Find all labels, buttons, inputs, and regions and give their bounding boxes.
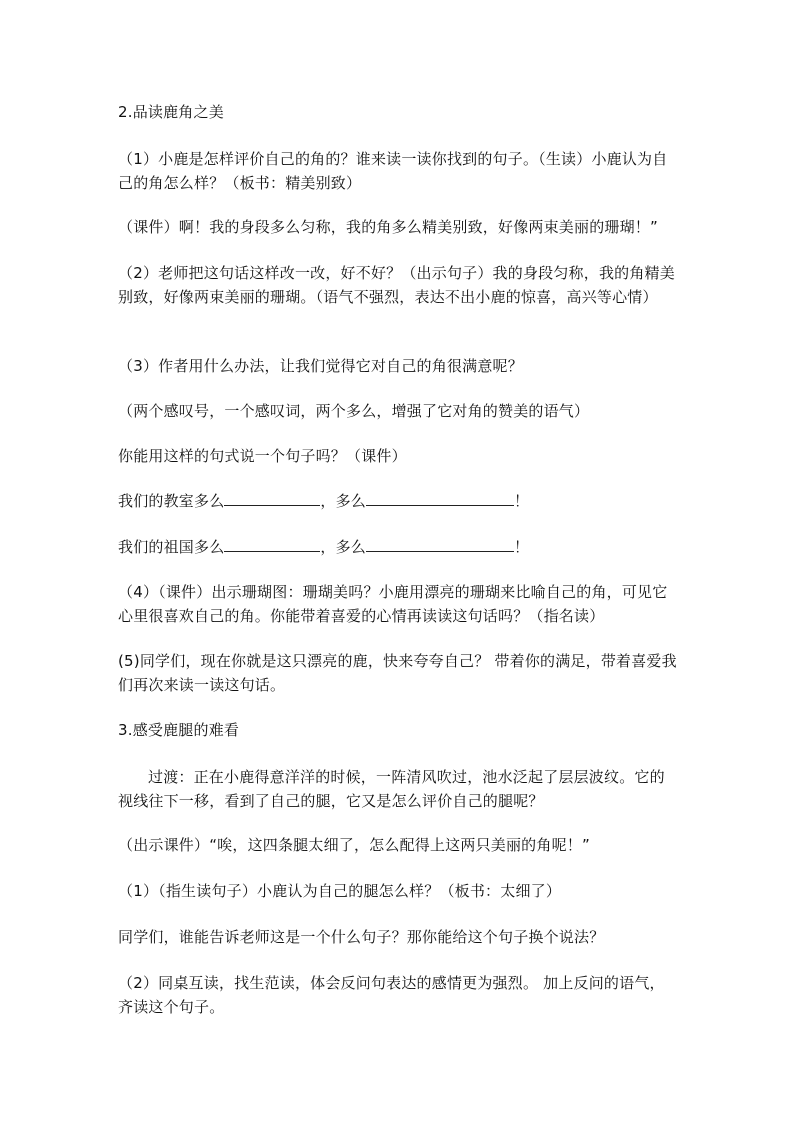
paragraph-7: （4）（课件）出示珊瑚图：珊瑚美吗？小鹿用漂亮的珊瑚来比喻自己的角，可见它心里很喜欢自己的角。你能带着喜爱的心情再读读这句话吗？（指名读）	[118, 583, 668, 625]
paragraph-2: （课件）啊！我的身段多么匀称，我的角多么精美别致，好像两束美丽的珊瑚！”	[118, 218, 658, 236]
fill-prefix: 我们的教室多么	[118, 492, 225, 510]
fill-in-sentence-motherland	[118, 535, 678, 559]
paragraph-6: 你能用这样的句式说一个句子吗？（课件）	[118, 447, 407, 465]
paragraph-1: （1）小鹿是怎样评价自己的角的？谁来读一读你找到的句子。（生读）小鹿认为自己的角怎么样？（板书：精美别致）	[118, 150, 668, 192]
fill-middle: ，多么	[320, 538, 367, 556]
paragraph-13: （2）同桌互读，找生范读，体会反问句表达的感情更为强烈。 加上反问的语气，齐读这个句子。	[118, 974, 665, 1016]
paragraph-3: （2）老师把这句话这样改一改，好不好？（出示句子）我的身段匀称，我的角精美别致，好像两束美丽的珊瑚。（语气不强烈，表达不出小鹿的惊喜，高兴等心情）	[118, 264, 675, 306]
fill-suffix: ！	[514, 538, 530, 556]
paragraph-12: 同学们，谁能告诉老师这是一个什么句子？那你能给这个句子换个说法？	[118, 928, 605, 946]
paragraph-10: （出示课件）“唉，这四条腿太细了，怎么配得上这两只美丽的角呢！”	[118, 836, 590, 854]
paragraph-4: （3）作者用什么办法，让我们觉得它对自己的角很满意呢？	[118, 357, 523, 375]
paragraph-5: （两个感叹号，一个感叹词，两个多么，增强了它对角的赞美的语气）	[118, 402, 590, 420]
section-heading-deer-antlers: 2.品读鹿角之美	[118, 103, 224, 121]
section-heading-deer-legs: 3.感受鹿腿的难看	[118, 721, 240, 739]
fill-suffix: ！	[514, 492, 530, 510]
fill-in-sentence-classroom	[118, 489, 678, 513]
blank-line[interactable]	[224, 535, 320, 552]
paragraph-9: 过渡：正在小鹿得意洋洋的时候，一阵清风吹过，池水泛起了层层波纹。它的视线往下一移，看到了自己的腿，它又是怎么评价自己的腿呢？	[118, 768, 665, 810]
fill-prefix: 我们的祖国多么	[118, 538, 225, 556]
blank-line[interactable]	[224, 489, 320, 506]
blank-line[interactable]	[366, 489, 514, 506]
blank-line[interactable]	[366, 535, 514, 552]
fill-middle: ，多么	[320, 492, 367, 510]
paragraph-11: （1）（指生读句子）小鹿认为自己的腿怎么样？（板书：太细了）	[118, 882, 562, 900]
paragraph-8: (5)同学们，现在你就是这只漂亮的鹿，快来夸夸自己？ 带着你的满足，带着喜爱我们再次来读一读这句话。	[118, 652, 677, 694]
